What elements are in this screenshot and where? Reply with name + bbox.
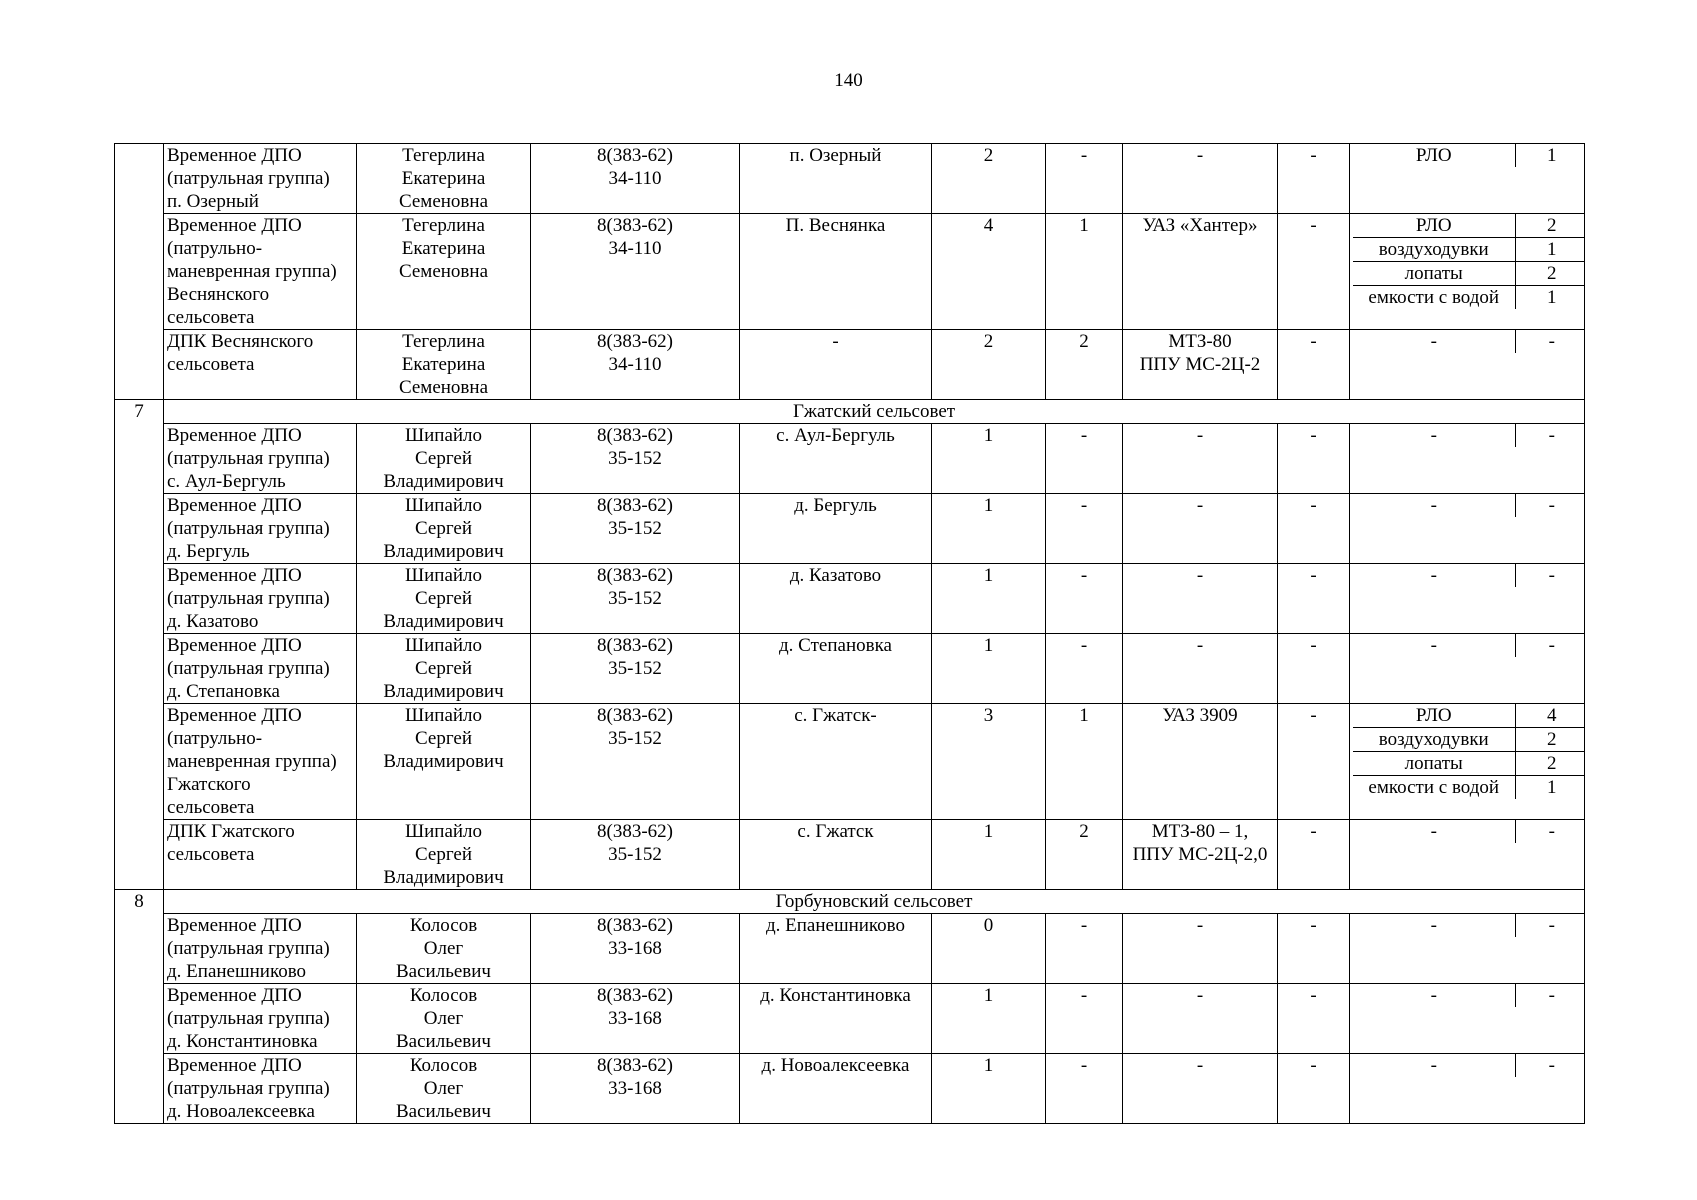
location: д. Степановка bbox=[740, 634, 932, 704]
location: - bbox=[740, 330, 932, 400]
equipment-item bbox=[1353, 752, 1585, 776]
equipment-qty: 2 bbox=[1515, 752, 1585, 776]
equipment-name: воздуходувки bbox=[1353, 238, 1515, 262]
unit-name: Временное ДПО (патрульная группа) с. Аул-Бергуль bbox=[164, 424, 357, 494]
equipment-qty: - bbox=[1515, 820, 1585, 843]
people-count: 0 bbox=[932, 914, 1046, 984]
vehicles: - bbox=[1123, 564, 1278, 634]
tech-count: 2 bbox=[1046, 820, 1123, 890]
other: - bbox=[1278, 984, 1350, 1054]
other: - bbox=[1278, 330, 1350, 400]
other: - bbox=[1278, 914, 1350, 984]
equipment-item bbox=[1353, 914, 1585, 937]
equipment-name: - bbox=[1430, 1055, 1437, 1076]
head-name: Шипайло Сергей Владимирович bbox=[357, 494, 531, 564]
equipment-list bbox=[1353, 330, 1585, 353]
unit-name: ДПК Гжатского сельсовета bbox=[164, 820, 357, 890]
table-row bbox=[115, 820, 1585, 890]
head-name: Шипайло Сергей Владимирович bbox=[357, 820, 531, 890]
unit-name: Временное ДПО (патрульная группа) д. Константиновка bbox=[164, 984, 357, 1054]
other: - bbox=[1278, 424, 1350, 494]
head-name: Колосов Олег Васильевич bbox=[357, 1054, 531, 1124]
vehicles: УАЗ 3909 bbox=[1123, 704, 1278, 820]
phone: 8(383-62) 35-152 bbox=[531, 564, 740, 634]
other: - bbox=[1278, 1054, 1350, 1124]
other: - bbox=[1278, 820, 1350, 890]
table-row bbox=[115, 704, 1585, 820]
equipment-qty: 2 bbox=[1515, 728, 1585, 752]
tech-count: - bbox=[1046, 634, 1123, 704]
people-count: 1 bbox=[932, 984, 1046, 1054]
equipment-name: - bbox=[1430, 331, 1437, 352]
unit-name: Временное ДПО (патрульная группа) д. Казатово bbox=[164, 564, 357, 634]
other: - bbox=[1278, 144, 1350, 214]
table-row bbox=[115, 330, 1585, 400]
equipment-item bbox=[1353, 984, 1585, 1007]
equipment-name: емкости с водой bbox=[1353, 776, 1515, 800]
equipment-list bbox=[1353, 214, 1585, 309]
section-header-row bbox=[115, 890, 1585, 914]
table-row bbox=[115, 424, 1585, 494]
equipment-cell bbox=[1350, 820, 1585, 890]
location: с. Гжатск- bbox=[740, 704, 932, 820]
vehicles: - bbox=[1123, 1054, 1278, 1124]
head-name: Колосов Олег Васильевич bbox=[357, 984, 531, 1054]
location: д. Епанешниково bbox=[740, 914, 932, 984]
equipment-qty: - bbox=[1515, 564, 1585, 587]
section-number bbox=[115, 144, 164, 400]
other: - bbox=[1278, 214, 1350, 330]
unit-name: Временное ДПО (патрульная группа) д. Новоалексеевка bbox=[164, 1054, 357, 1124]
equipment-name: лопаты bbox=[1353, 262, 1515, 286]
phone: 8(383-62) 35-152 bbox=[531, 704, 740, 820]
equipment-cell bbox=[1350, 330, 1585, 400]
equipment-name: - bbox=[1430, 635, 1437, 656]
location: д. Бергуль bbox=[740, 494, 932, 564]
tech-count: 1 bbox=[1046, 704, 1123, 820]
people-count: 3 bbox=[932, 704, 1046, 820]
tech-count: - bbox=[1046, 144, 1123, 214]
equipment-name: - bbox=[1430, 821, 1437, 842]
equipment-qty: 2 bbox=[1515, 262, 1585, 286]
equipment-item bbox=[1353, 704, 1585, 728]
equipment-qty: - bbox=[1515, 634, 1585, 657]
equipment-item bbox=[1353, 634, 1585, 657]
equipment-qty: 1 bbox=[1515, 238, 1585, 262]
equipment-list bbox=[1353, 1054, 1585, 1077]
equipment-item bbox=[1353, 564, 1585, 587]
equipment-item bbox=[1353, 494, 1585, 517]
head-name: Колосов Олег Васильевич bbox=[357, 914, 531, 984]
tech-count: 2 bbox=[1046, 330, 1123, 400]
section-header-row bbox=[115, 400, 1585, 424]
equipment-list bbox=[1353, 704, 1585, 799]
table-row bbox=[115, 984, 1585, 1054]
other: - bbox=[1278, 634, 1350, 704]
people-count: 1 bbox=[932, 634, 1046, 704]
equipment-name: - bbox=[1430, 985, 1437, 1006]
people-count: 1 bbox=[932, 424, 1046, 494]
vehicles: - bbox=[1123, 424, 1278, 494]
head-name: Шипайло Сергей Владимирович bbox=[357, 634, 531, 704]
head-name: Тегерлина Екатерина Семеновна bbox=[357, 214, 531, 330]
equipment-name: РЛО bbox=[1415, 705, 1452, 726]
equipment-cell bbox=[1350, 1054, 1585, 1124]
equipment-item bbox=[1353, 1054, 1585, 1077]
equipment-list bbox=[1353, 564, 1585, 587]
equipment-list bbox=[1353, 820, 1585, 843]
location: д. Казатово bbox=[740, 564, 932, 634]
location: д. Новоалексеевка bbox=[740, 1054, 932, 1124]
equipment-cell bbox=[1350, 144, 1585, 214]
people-count: 1 bbox=[932, 564, 1046, 634]
unit-name: Временное ДПО (патрульная группа) п. Озерный bbox=[164, 144, 357, 214]
equipment-item bbox=[1353, 330, 1585, 353]
people-count: 1 bbox=[932, 1054, 1046, 1124]
table-row bbox=[115, 914, 1585, 984]
equipment-item bbox=[1353, 820, 1585, 843]
head-name: Шипайло Сергей Владимирович bbox=[357, 564, 531, 634]
equipment-cell bbox=[1350, 704, 1585, 820]
tech-count: - bbox=[1046, 494, 1123, 564]
other: - bbox=[1278, 494, 1350, 564]
location: с. Гжатск bbox=[740, 820, 932, 890]
equipment-name: лопаты bbox=[1353, 752, 1515, 776]
page-number: 140 bbox=[834, 70, 863, 91]
equipment-item bbox=[1353, 424, 1585, 447]
equipment-cell bbox=[1350, 494, 1585, 564]
vehicles: - bbox=[1123, 494, 1278, 564]
equipment-name: - bbox=[1430, 565, 1437, 586]
equipment-list bbox=[1353, 494, 1585, 517]
equipment-item bbox=[1353, 728, 1585, 752]
equipment-item bbox=[1353, 238, 1585, 262]
equipment-qty: - bbox=[1515, 914, 1585, 937]
table-row bbox=[115, 564, 1585, 634]
unit-name: Временное ДПО (патрульная группа) д. Бергуль bbox=[164, 494, 357, 564]
equipment-qty: - bbox=[1515, 330, 1585, 353]
table-row bbox=[115, 144, 1585, 214]
other: - bbox=[1278, 564, 1350, 634]
section-title: Горбуновский сельсовет bbox=[164, 890, 1585, 914]
head-name: Тегерлина Екатерина Семеновна bbox=[357, 144, 531, 214]
phone: 8(383-62) 35-152 bbox=[531, 634, 740, 704]
phone: 8(383-62) 35-152 bbox=[531, 494, 740, 564]
table-row bbox=[115, 1054, 1585, 1124]
equipment-cell bbox=[1350, 564, 1585, 634]
equipment-item bbox=[1353, 286, 1585, 310]
phone: 8(383-62) 35-152 bbox=[531, 424, 740, 494]
equipment-qty: 1 bbox=[1515, 144, 1585, 167]
table-row bbox=[115, 494, 1585, 564]
equipment-qty: - bbox=[1515, 1054, 1585, 1077]
head-name: Тегерлина Екатерина Семеновна bbox=[357, 330, 531, 400]
equipment-name: - bbox=[1430, 425, 1437, 446]
vehicles: - bbox=[1123, 144, 1278, 214]
location: П. Веснянка bbox=[740, 214, 932, 330]
equipment-cell bbox=[1350, 214, 1585, 330]
phone: 8(383-62) 34-110 bbox=[531, 330, 740, 400]
phone: 8(383-62) 35-152 bbox=[531, 820, 740, 890]
phone: 8(383-62) 33-168 bbox=[531, 1054, 740, 1124]
equipment-cell bbox=[1350, 914, 1585, 984]
resource-table bbox=[114, 143, 1585, 1124]
location: п. Озерный bbox=[740, 144, 932, 214]
equipment-qty: 1 bbox=[1515, 776, 1585, 800]
equipment-qty: - bbox=[1515, 984, 1585, 1007]
equipment-list bbox=[1353, 984, 1585, 1007]
equipment-cell bbox=[1350, 634, 1585, 704]
equipment-list bbox=[1353, 144, 1585, 167]
vehicles: МТЗ-80 ППУ МС-2Ц-2 bbox=[1123, 330, 1278, 400]
people-count: 2 bbox=[932, 330, 1046, 400]
equipment-qty: - bbox=[1515, 494, 1585, 517]
tech-count: - bbox=[1046, 1054, 1123, 1124]
equipment-name: РЛО bbox=[1415, 145, 1452, 166]
people-count: 4 bbox=[932, 214, 1046, 330]
section-number: 7 bbox=[115, 400, 164, 890]
tech-count: - bbox=[1046, 914, 1123, 984]
vehicles: УАЗ «Хантер» bbox=[1123, 214, 1278, 330]
equipment-list bbox=[1353, 634, 1585, 657]
tech-count: - bbox=[1046, 564, 1123, 634]
head-name: Шипайло Сергей Владимирович bbox=[357, 424, 531, 494]
vehicles: МТЗ-80 – 1, ППУ МС-2Ц-2,0 bbox=[1123, 820, 1278, 890]
equipment-cell bbox=[1350, 424, 1585, 494]
tech-count: - bbox=[1046, 984, 1123, 1054]
equipment-qty: 4 bbox=[1515, 704, 1585, 728]
equipment-cell bbox=[1350, 984, 1585, 1054]
unit-name: ДПК Веснянского сельсовета bbox=[164, 330, 357, 400]
equipment-name: - bbox=[1430, 915, 1437, 936]
tech-count: - bbox=[1046, 424, 1123, 494]
table-row bbox=[115, 634, 1585, 704]
vehicles: - bbox=[1123, 634, 1278, 704]
unit-name: Временное ДПО (патрульная группа) д. Степановка bbox=[164, 634, 357, 704]
equipment-qty: 2 bbox=[1515, 214, 1585, 238]
equipment-item bbox=[1353, 214, 1585, 238]
equipment-name: воздуходувки bbox=[1353, 728, 1515, 752]
equipment-qty: - bbox=[1515, 424, 1585, 447]
equipment-item bbox=[1353, 144, 1585, 167]
other: - bbox=[1278, 704, 1350, 820]
unit-name: Временное ДПО (патрульно- маневренная группа) Гжатского сельсовета bbox=[164, 704, 357, 820]
equipment-qty: 1 bbox=[1515, 286, 1585, 310]
people-count: 1 bbox=[932, 494, 1046, 564]
equipment-item bbox=[1353, 776, 1585, 800]
unit-name: Временное ДПО (патрульно- маневренная группа) Веснянского сельсовета bbox=[164, 214, 357, 330]
phone: 8(383-62) 34-110 bbox=[531, 214, 740, 330]
equipment-name: емкости с водой bbox=[1353, 286, 1515, 310]
section-number: 8 bbox=[115, 890, 164, 1124]
equipment-list bbox=[1353, 424, 1585, 447]
location: д. Константиновка bbox=[740, 984, 932, 1054]
tech-count: 1 bbox=[1046, 214, 1123, 330]
phone: 8(383-62) 33-168 bbox=[531, 914, 740, 984]
unit-name: Временное ДПО (патрульная группа) д. Епанешниково bbox=[164, 914, 357, 984]
equipment-name: - bbox=[1430, 495, 1437, 516]
equipment-item bbox=[1353, 262, 1585, 286]
section-title: Гжатский сельсовет bbox=[164, 400, 1585, 424]
head-name: Шипайло Сергей Владимирович bbox=[357, 704, 531, 820]
vehicles: - bbox=[1123, 984, 1278, 1054]
vehicles: - bbox=[1123, 914, 1278, 984]
people-count: 2 bbox=[932, 144, 1046, 214]
phone: 8(383-62) 34-110 bbox=[531, 144, 740, 214]
equipment-name: РЛО bbox=[1415, 215, 1452, 236]
equipment-list bbox=[1353, 914, 1585, 937]
phone: 8(383-62) 33-168 bbox=[531, 984, 740, 1054]
table-row bbox=[115, 214, 1585, 330]
location: с. Аул-Бергуль bbox=[740, 424, 932, 494]
people-count: 1 bbox=[932, 820, 1046, 890]
